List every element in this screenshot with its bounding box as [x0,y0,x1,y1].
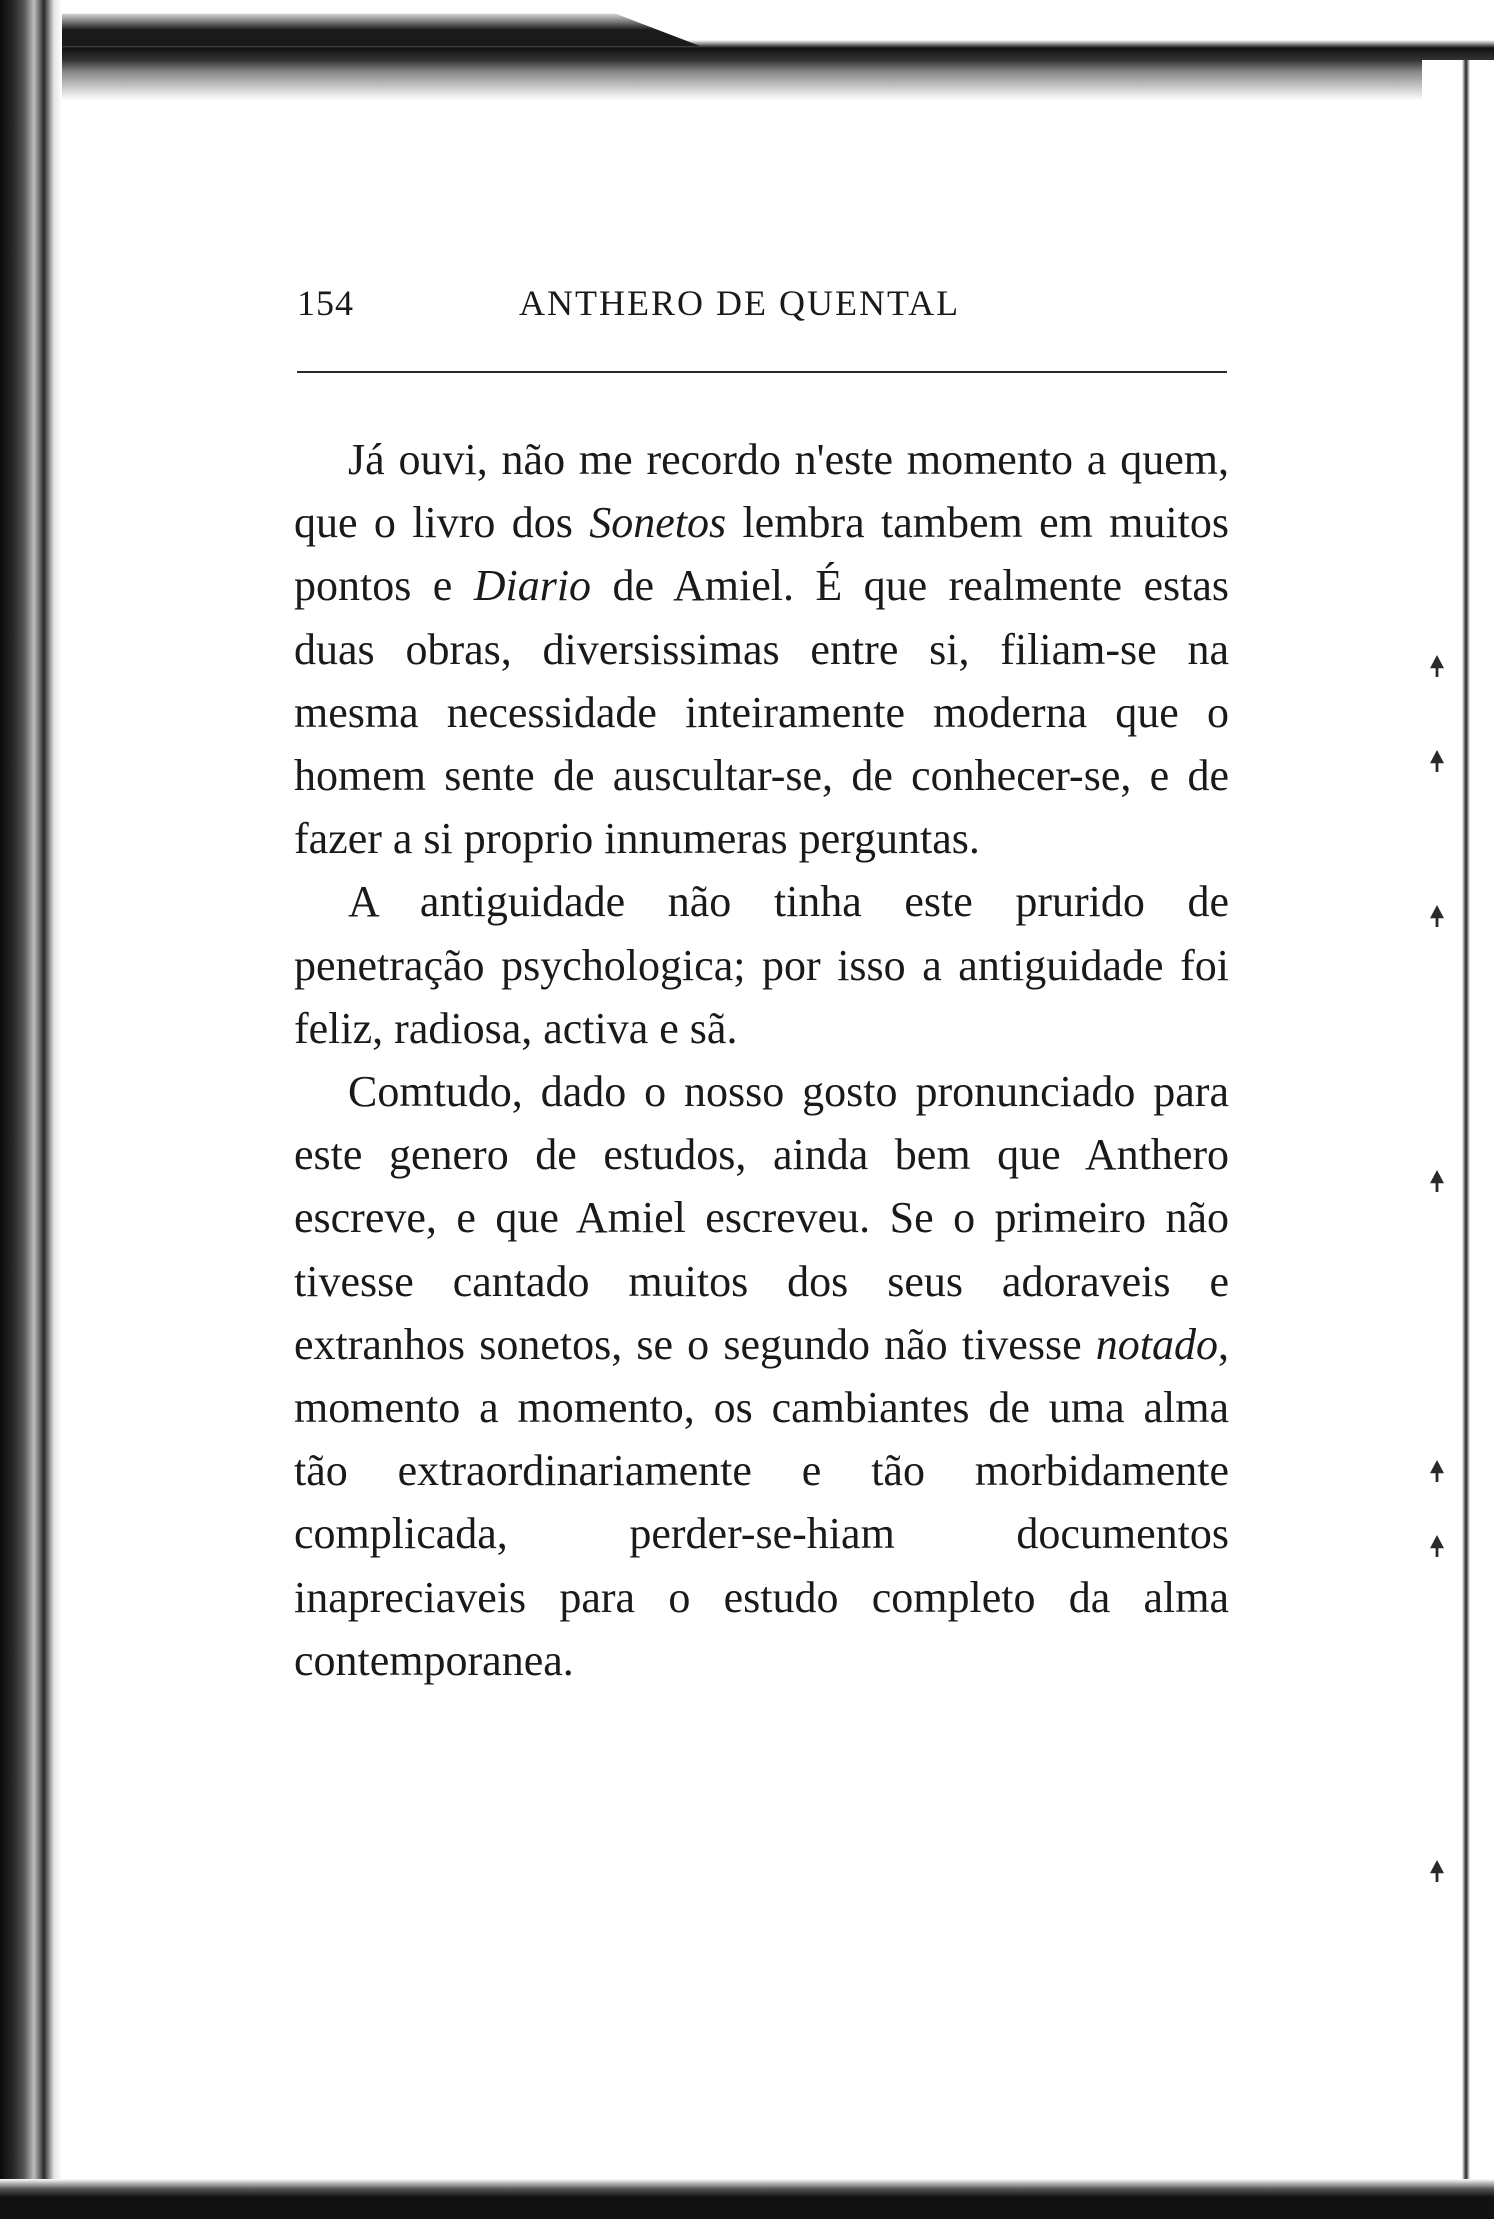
paragraph [294,1060,1229,1692]
text-segment: A antiguidade não tinha este prurido de penetração psychologica; por isso a antiguidade foi feliz, radiosa, activa e sã. [294,877,1229,1053]
italic-term: notado [1095,1319,1218,1369]
page-edge-bottom [0,2179,1494,2219]
paragraph [294,428,1229,870]
text-segment: de Amiel. É que realmente estas duas obras, diversissimas entre si, filiam-se na mesma necessidade inteiramente moderna que o homem sente de auscultar-se, de conhecer-se, e de fazer a si proprio innumeras perguntas. [294,561,1229,864]
italic-term: Sonetos [589,498,727,548]
text-segment: Já ouvi, não me recordo n'este momento a quem, que o livro dos [294,435,1229,548]
italic-term: Diario [473,561,592,611]
text-segment: , momento a momento, os cambiantes de uma alma tão extraordinariamente e tão morbidamente complicada, perder-se-hiam documentos inapreciaveis para o estudo completo da alma contemporanea. [294,1319,1229,1685]
body-text [294,428,1229,1692]
page-number: 154 [297,283,354,323]
running-title: ANTHERO DE QUENTAL [519,283,961,323]
header-rule [297,371,1227,373]
page-edge-left [0,0,62,2219]
page-edge-right [1422,60,1494,2200]
paragraph [294,870,1229,1060]
running-head [297,282,1227,338]
text-segment: lembra tambem em muitos pontos e [294,498,1229,611]
text-segment: Comtudo, dado o nosso gosto pronunciado para este genero de estudos, ainda bem que Anthero escreve, e que Amiel escreveu. Se o primeiro não tivesse cantado muitos dos seus adoraveis e extranhos sonetos, se o segundo não tivesse [294,1067,1229,1369]
